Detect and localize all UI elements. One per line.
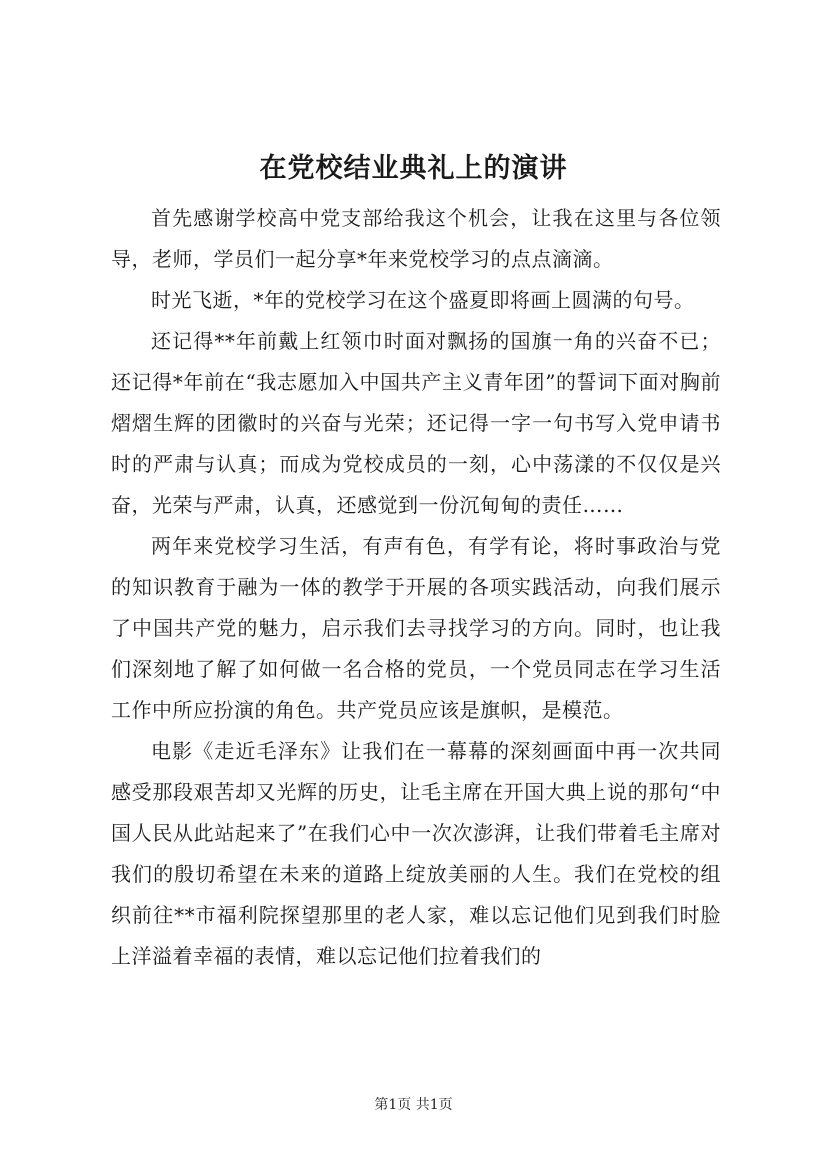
page-number-label: 第1页 共1页 xyxy=(374,1097,453,1113)
document-title: 在党校结业典礼上的演讲 xyxy=(259,153,568,184)
paragraph-4: 两年来党校学习生活，有声有色，有学有论，将时事政治与党的知识教育于融为一体的教学于开展的各项实践活动，向我们展示了中国共产党的魅力，启示我们去寻找学习的方向。同时，也让我们深刻地了解了如何做一名合格的党员，一个党员同志在学习生活工作中所应扮演的角色。共产党员应该是旗帜，是模范。 xyxy=(111,534,721,722)
paragraph-1: 首先感谢学校高中党支部给我这个机会，让我在这里与各位领导，老师，学员们一起分享*年来党校学习的点点滴滴。 xyxy=(111,206,721,271)
paragraph-5: 电影《走近毛泽东》让我们在一幕幕的深刻画面中再一次共同感受那段艰苦却又光辉的历史，让毛主席在开国大典上说的那句“中国人民从此站起来了”在我们心中一次次澎湃，让我们带着毛主席对我们的殷切希望在未来的道路上绽放美丽的人生。我们在党校的组织前往**市福利院探望那里的老人家，难以忘记他们见到我们时脸上洋溢着幸福的表情，难以忘记他们拉着我们的 xyxy=(111,739,721,968)
document-body xyxy=(111,198,721,977)
paragraph-2: 时光飞逝，*年的党校学习在这个盛夏即将画上圆满的句号。 xyxy=(151,288,695,312)
page-footer xyxy=(0,1094,827,1114)
paragraph-3: 还记得**年前戴上红领巾时面对飘扬的国旗一角的兴奋不已；还记得*年前在“我志愿加入中国共产主义青年团”的誓词下面对胸前熠熠生辉的团徽时的兴奋与光荣；还记得一字一句书写入党申请书时的严肃与认真；而成为党校成员的一刻，心中荡漾的不仅仅是兴奋，光荣与严肃，认真，还感觉到一份沉甸甸的责任…… xyxy=(111,329,721,517)
